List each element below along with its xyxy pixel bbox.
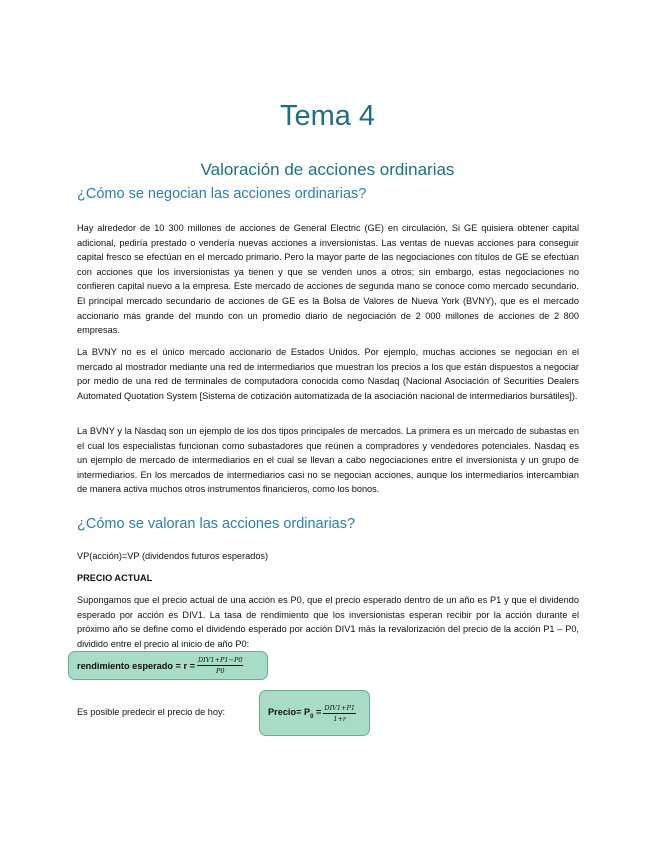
- paragraph-expected-return: Supongamos que el precio actual de una acción es P0, que el precio esperado dentro de un año es P1 y que el dividendo esperado por acción es DIV1. La tasa de rendimiento que los inversionistas esperan recibir por la acción durante el próximo año se define como el dividendo esperado por acción DIV1 más la revalorización del precio de la acción P1 – P0, dividido entre el precio al inicio de año P0:: [77, 595, 579, 649]
- precio-actual-heading: PRECIO ACTUAL: [77, 573, 153, 583]
- vp-formula-line: VP(acción)=VP (dividendos futuros esperados): [77, 551, 269, 561]
- page-subtitle: Valoración de acciones ordinarias: [200, 160, 455, 179]
- page-title: Tema 4: [279, 100, 376, 132]
- expected-return-formula: [68, 651, 268, 680]
- section-heading-valuation: ¿Cómo se valoran las acciones ordinarias?: [77, 516, 356, 532]
- predict-price-text: Es posible predecir el precio de hoy:: [77, 707, 226, 717]
- formula1-numerator: DIV1+P1−P0: [197, 656, 243, 664]
- paragraph-general-electric: Hay alrededor de 10 300 millones de acciones de General Electric (GE) en circulación, Si GE quisiera obtener capital adicional, pediría prestado o vendería nuevas acciones a inversionistas. Las ventas de nuevas acciones para conseguir capital fresco se efectúan en el mercado primario. Pero la mayor parte de las negociaciones con títulos de GE se efectúan con acciones que los inversionistas ya tienen y que se venden unos a otros; sin embargo, estas negociaciones no confieren capital nuevo a la empresa. Este mercado de acciones de segunda mano se conoce como mercado secundario. El principal mercado secundario de acciones de GE es la Bolsa de Valores de Nueva York (BVNY), que es el mercado accionario más grande del mundo con un promedio diario de negociación de 2 000 millones de acciones de 2 800 empresas.: [77, 223, 579, 336]
- paragraph-market-types: La BVNY y la Nasdaq son un ejemplo de los dos tipos principales de mercados. La primera es un mercado de subastas en el cual los especialistas funcionan como subastadores que reúnen a compradores y vendedores potenciales. Nasdaq es un ejemplo de mercado de intermediarios en el cual se llevan a cabo negociaciones entre el inversionista y un grupo de intermediarios. En los mercados de intermediarios casi no se negocian acciones, aunque los intermediarios intercambian de manera activa muchos otros instrumentos financieros, como los bonos.: [77, 426, 579, 495]
- section-heading-trading: ¿Cómo se negocian las acciones ordinarias?: [77, 186, 367, 202]
- formula1-denominator: P0: [215, 667, 225, 675]
- formula1-fraction: [197, 656, 244, 675]
- formula2-numerator: DIV1+P1: [324, 703, 355, 712]
- paragraph-bvny-nasdaq: La BVNY no es el único mercado accionario de Estados Unidos. Por ejemplo, muchas acciones se negocian en el mercado al mostrador mediante una red de intermediarios que muestran los precios a los que están dispuestos a negociar por medio de una red de terminales de computadora conocida como Nasdaq (Nacional Asociación of Securities Dealers Automated Quotation System [Sistema de cotización automatizada de la asociación nacional de intermediarios bursátiles]).: [77, 347, 579, 401]
- formula1-label: rendimiento esperado = r =: [77, 660, 195, 671]
- formula2-fraction: [323, 704, 356, 723]
- formula2-label: Precio= $P_0$ =: [268, 706, 322, 720]
- formula2-denominator: 1+r: [333, 714, 347, 723]
- price-formula: [259, 690, 370, 736]
